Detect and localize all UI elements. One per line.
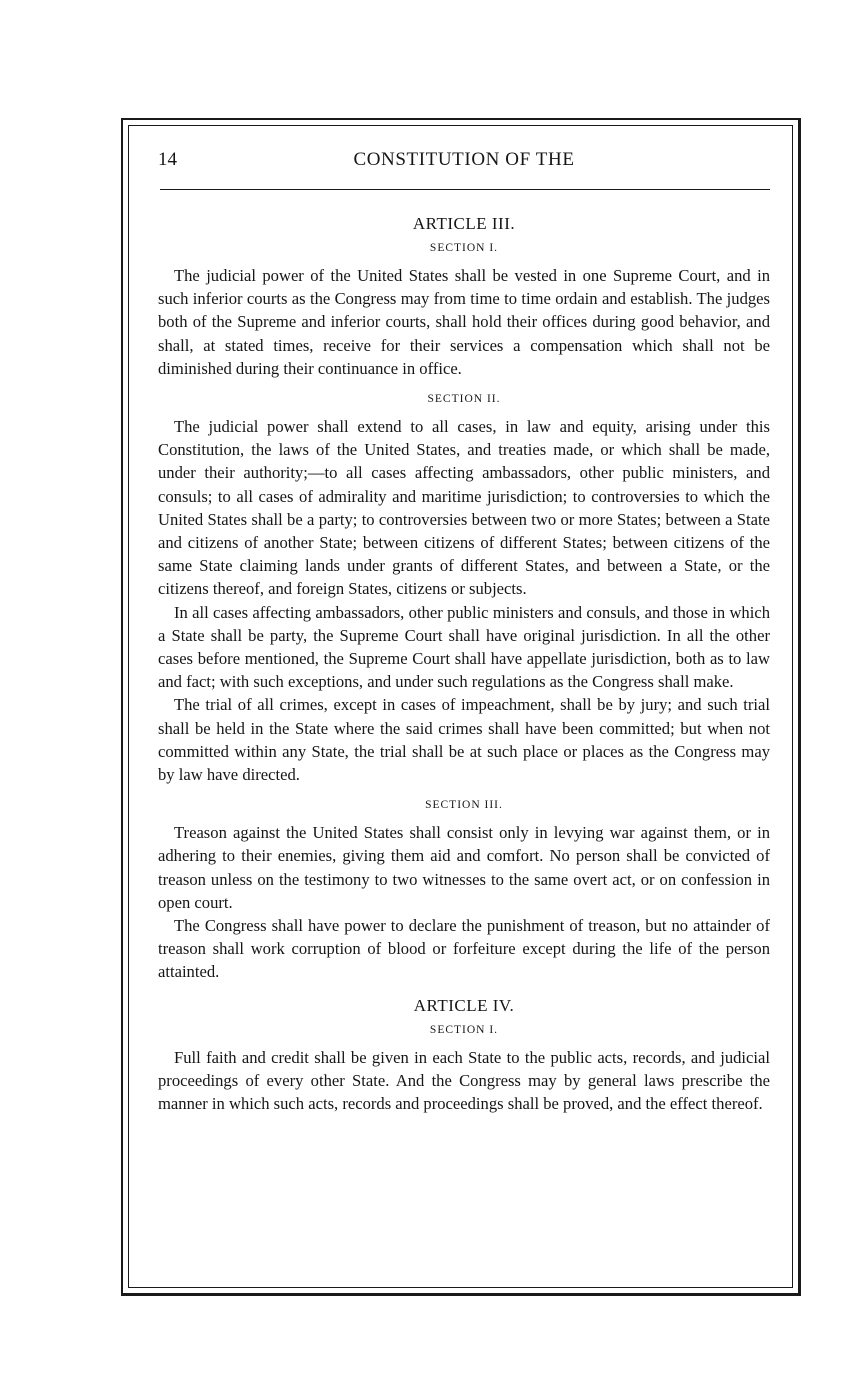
article-3-section-3-heading: SECTION III. [425,799,503,812]
article-3-section-2-paragraph: The judicial power shall extend to all cases, in law and equity, arising under this Constitution, the laws of the United States, and treaties made, or which shall be made, under their authority;—to all cases affecting ambassadors, other public ministers, and consuls; to all cases of admirality and maritime jurisdiction; to controversies to which the United States shall be a party; to controversies between two or more States; between a State and citizens of another State; between citizens of different States; between citizens of the same State claiming lands under grants of different States, and between a State, or the citizens thereof, and foreign States, citizens or subjects. [158,417,770,599]
header-rule [160,189,770,190]
page-body [158,204,770,1115]
article-3-section-2-heading: SECTION II. [427,393,501,406]
page-number: 14 [158,149,177,170]
article-3-section-3-paragraph: The Congress shall have power to declare the punishment of treason, but no attainder of treason shall work corruption of blood or forfeiture except during the life of the person attainted. [158,916,770,982]
running-head [158,143,770,177]
article-3-section-2-paragraph: In all cases affecting ambassadors, other public ministers and consuls, and those in which a State shall be party, the Supreme Court shall have original jurisdiction. In all the other cases before mentioned, the Supreme Court shall have appellate jurisdiction, both as to law and fact; with such exceptions, and under such regulations as the Congress shall make. [158,602,770,692]
article-3-section-1-paragraph: The judicial power of the United States shall be vested in one Supreme Court, and in such inferior courts as the Congress may from time to time ordain and establish. The judges both of the Supreme and inferior courts, shall hold their offices during good behavior, and shall, at stated times, receive for their services a compensation which shall not be diminished during their continuance in office. [158,266,770,378]
article-3-section-1-heading: SECTION I. [429,242,499,254]
article-3-section-2-paragraph: The trial of all crimes, except in cases of impeachment, shall be by jury; and such trial shall be held in the State where the said crimes shall have been committed; but when not committed within any State, the trial shall be at such place or places as the Congress may by law have directed. [158,695,770,785]
article-3-heading: ARTICLE III. [412,214,516,233]
article-3-section-3-paragraph: Treason against the United States shall consist only in levying war against them, or in adhering to their enemies, giving them aid and comfort. No person shall be convicted of treason unless on the testimony to two witnesses to the same overt act, or on confession in open court. [158,823,770,912]
running-title: CONSTITUTION OF THE [353,149,575,170]
article-4-section-1-heading: SECTION I. [429,1023,499,1036]
article-4-heading: ARTICLE IV. [413,995,515,1015]
article-4-section-1-paragraph: Full faith and credit shall be given in each State to the public acts, records, and judicial proceedings of every other State. And the Congress may by general laws prescribe the manner in which such acts, records and proceedings shall be proved, and the effect thereof. [158,1047,770,1114]
